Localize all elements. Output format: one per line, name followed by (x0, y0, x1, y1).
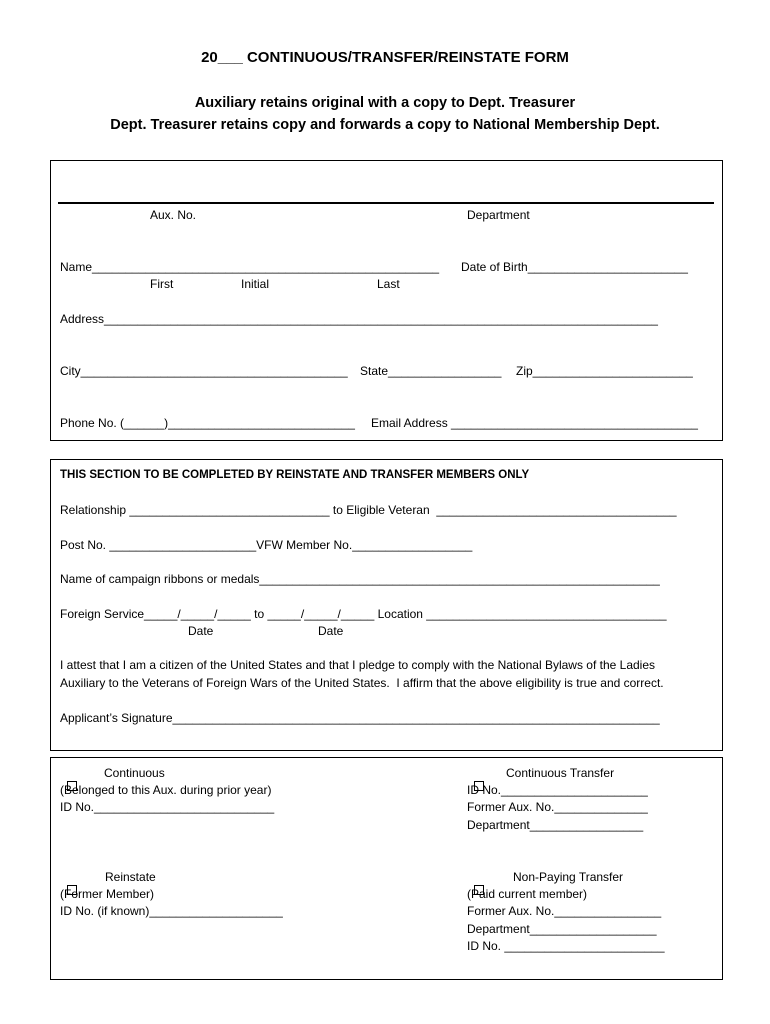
instruction-line-2: Dept. Treasurer retains copy and forwards a copy to National Membership Dept. (110, 117, 660, 133)
relationship-field[interactable]: Relationship ______________________________ to Eligible Veteran ____________________________________ (60, 503, 677, 517)
section-heading: THIS SECTION TO BE COMPLETED BY REINSTATE AND TRANSFER MEMBERS ONLY (60, 469, 530, 481)
phone-field[interactable]: Phone No. (______)____________________________ (60, 416, 355, 430)
applicant-signature-field[interactable]: Applicant’s Signature_________________________________________________________________________ (60, 711, 660, 725)
aux-department-rule (58, 202, 714, 204)
address-field[interactable]: Address___________________________________________________________________________________ (60, 312, 658, 326)
reinstate-id-field[interactable]: ID No. (if known)____________________ (60, 904, 283, 918)
continuous-id-field[interactable]: ID No.___________________________ (60, 800, 275, 814)
last-name-caption: Last (377, 277, 400, 291)
state-field[interactable]: State_________________ (360, 364, 502, 378)
campaign-ribbons-field[interactable]: Name of campaign ribbons or medals____________________________________________________________ (60, 572, 660, 586)
email-field[interactable]: Email Address _____________________________________ (371, 416, 698, 430)
post-vfw-field[interactable]: Post No. ______________________VFW Member No.__________________ (60, 538, 473, 552)
non-paying-transfer-id-field[interactable]: ID No. ________________________ (467, 939, 665, 953)
attestation-line-2: Auxiliary to the Veterans of Foreign Wars of the United States. I affirm that the above eligibility is true and correct. (60, 676, 664, 690)
date-caption-start: Date (188, 624, 214, 638)
department-label: Department (467, 208, 530, 222)
continuous-transfer-former-aux-field[interactable]: Former Aux. No.______________ (467, 800, 648, 814)
continuous-transfer-label: Continuous Transfer (506, 766, 615, 780)
continuous-transfer-department-field[interactable]: Department_________________ (467, 818, 644, 832)
date-caption-end: Date (318, 624, 344, 638)
initial-caption: Initial (241, 277, 270, 291)
form-title: 20___ CONTINUOUS/TRANSFER/REINSTATE FORM (201, 49, 569, 66)
continuous-label: Continuous (104, 766, 165, 780)
attestation-line-1: I attest that I am a citizen of the United States and that I pledge to comply with the National Bylaws of the Ladies (60, 658, 656, 672)
instruction-line-1: Auxiliary retains original with a copy to Dept. Treasurer (194, 95, 576, 111)
name-field[interactable]: Name____________________________________________________ (60, 260, 440, 274)
reinstate-label: Reinstate (105, 870, 156, 884)
aux-no-label: Aux. No. (150, 208, 197, 222)
first-name-caption: First (150, 277, 174, 291)
non-paying-transfer-note: (Paid current member) (467, 887, 588, 901)
zip-field[interactable]: Zip________________________ (516, 364, 693, 378)
continuous-transfer-id-field[interactable]: ID No.______________________ (467, 783, 648, 797)
reinstate-note: (Former Member) (60, 887, 155, 901)
non-paying-transfer-label: Non-Paying Transfer (513, 870, 624, 884)
non-paying-transfer-former-aux-field[interactable]: Former Aux. No.________________ (467, 904, 662, 918)
foreign-service-field[interactable]: Foreign Service_____/_____/_____ to _____/_____/_____ Location ____________________________________ (60, 607, 667, 621)
non-paying-transfer-department-field[interactable]: Department___________________ (467, 922, 657, 936)
city-field[interactable]: City________________________________________ (60, 364, 348, 378)
continuous-note: (Belonged to this Aux. during prior year) (60, 783, 272, 797)
date-of-birth-field[interactable]: Date of Birth________________________ (461, 260, 688, 274)
